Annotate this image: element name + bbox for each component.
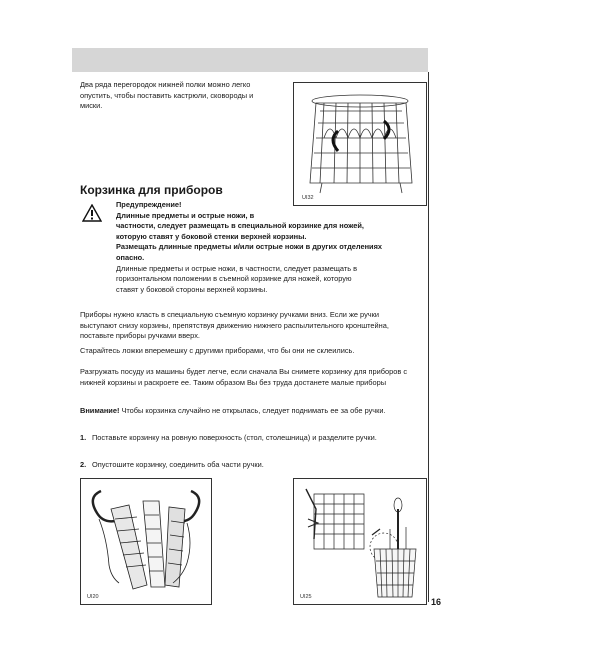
paragraph: Старайтесь ложки вперемешку с другими приборами, что бы они не склеились. <box>80 346 355 355</box>
step-number: 1. <box>80 433 87 442</box>
warning-line: частности, следует размещать в специальной корзинке для ножей, <box>116 221 364 231</box>
warning-block <box>116 200 426 295</box>
warning-line: которую ставят у боковой стенки верхней корзины. <box>116 231 307 241</box>
warning-line: Размещать длинные предметы и/или острые ножи в других отделениях <box>116 242 383 252</box>
warning-title: Предупреждение! <box>116 200 182 209</box>
column-rule <box>428 72 429 602</box>
basket-rack-figure <box>293 478 427 605</box>
step-text: Опустошите корзинку, соединить оба части ручки. <box>92 460 264 469</box>
section-heading: Корзинка для приборов <box>80 183 223 197</box>
paragraph: Разгружать посуду из машины будет легче, если сначала Вы снимете корзинку для приборов с нижней корзины и раскроете ее. Таким образом Вы без труда достанете малые приборы <box>80 367 408 387</box>
header-bar <box>72 48 428 72</box>
attention-note <box>80 406 415 417</box>
cutlery-basket-figure <box>80 478 212 605</box>
rack-illustration <box>294 83 426 205</box>
warning-line: опасно. <box>116 252 145 262</box>
warning-line: Длинные предметы и острые ножи, в частности, следует размещать в <box>116 263 358 273</box>
page-number: 16 <box>431 597 442 607</box>
basket-halves-illustration <box>81 479 211 604</box>
step-number: 2. <box>80 460 87 469</box>
warning-line: Длинные предметы и острые ножи, в <box>116 210 255 220</box>
figure-label: UI32 <box>302 195 314 201</box>
intro-text: Два ряда перегородок нижней полки можно легко опустить, чтобы поставить кастрюли, сковороды и миски. <box>80 80 254 111</box>
attention-text: Чтобы корзинка случайно не открылась, следует поднимать ее за обе ручки. <box>119 406 386 415</box>
figure-label: UI25 <box>300 594 312 600</box>
warning-line: горизонтальном положении в съемной корзинке для ножей, которую <box>116 274 352 284</box>
step-text: Поставьте корзинку на ровную поверхность (стол, столешница) и разделите ручки. <box>92 433 377 442</box>
warning-icon <box>82 204 102 227</box>
paragraph: Приборы нужно класть в специальную съемную корзинку ручками вниз. Если же ручки выступают снизу корзины, препятствуя движению нижнего распылительного кронштейна, поставьте приборы ручками вверх. <box>80 310 389 341</box>
warning-line: ставят у боковой стороны верхней корзины. <box>116 284 268 294</box>
figure-label: UI20 <box>87 594 99 600</box>
attention-label: Внимание! <box>80 406 120 415</box>
rack-figure <box>293 82 427 206</box>
basket-in-rack-illustration <box>294 479 426 604</box>
